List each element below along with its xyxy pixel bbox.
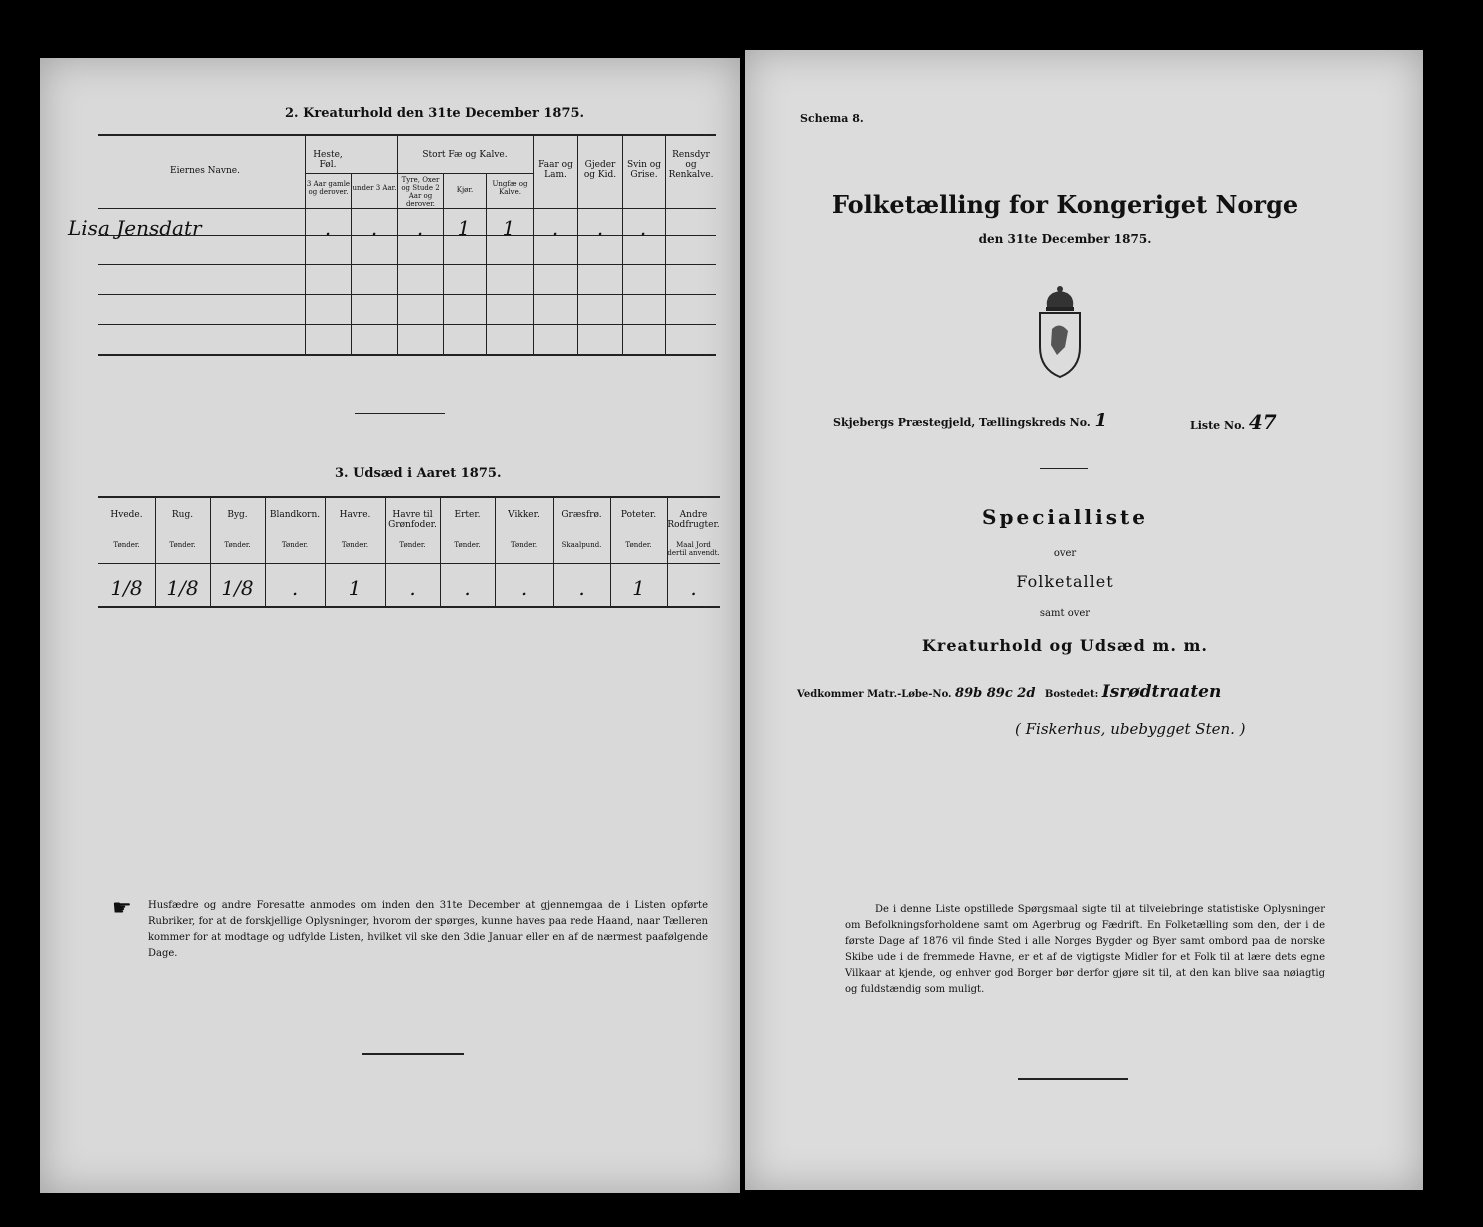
schema-label: Schema 8. <box>800 112 864 125</box>
samt-over-label: samt over <box>1039 608 1091 619</box>
col-heste-b-header: under 3 Aar. <box>352 184 397 192</box>
crop-unit: Tønder. <box>454 541 481 549</box>
col-stort-a-header: Tyre, Oxer og Stude 2 Aar og derover. <box>401 176 440 208</box>
col-rensdyr-header: Rensdyr og Renkalve. <box>668 150 714 180</box>
crop-value: . <box>520 576 528 600</box>
crop-value: 1/8 <box>110 576 143 600</box>
matr-value: 89b 89c 2d <box>955 686 1036 701</box>
livestock-cell: . <box>416 216 424 240</box>
special-list-title: Specialliste <box>982 505 1148 529</box>
right-page <box>745 50 1423 1190</box>
livestock-cell: 1 <box>502 216 516 240</box>
crop-unit: Tønder. <box>341 541 369 549</box>
col-svin-header: Svin og Grise. <box>627 160 661 180</box>
parish-name: Skjebergs <box>833 416 894 429</box>
matr-line <box>797 682 1221 702</box>
crop-header: Havre. <box>339 510 371 520</box>
crop-unit: Skaalpund. <box>561 541 602 549</box>
crop-value: 1 <box>632 576 645 600</box>
left-page <box>40 58 740 1193</box>
crop-header: Byg. <box>227 510 248 520</box>
crop-unit: Tønder. <box>625 541 652 549</box>
livestock-cell: . <box>596 216 604 240</box>
crop-unit: Tønder. <box>224 541 251 549</box>
pointing-hand-icon: ☛ <box>112 896 132 921</box>
col-stort-b-header: Kjør. <box>456 186 474 194</box>
intro-paragraph: De i denne Liste opstillede Spørgsmaal sigte til at tilveiebringe statistiske Oplysninger om Befolkningsforholdene samt om Agerbrug og Fædrift. En Folketælling som den, der i de første Dage af 1876 vil finde Sted i alle Norges Bygder og Byer samt ombord paa de norske Skibe ude i de fremmede Havne, er et af de vigtigste Midler for et Folk til at lære dets egne Vilkaar at kjende, og enhver god Borger bør derfor gjøre sit til, at den kan blive saa nøiagtig og fuldstændig som muligt. <box>845 904 1325 995</box>
livestock-cell: . <box>324 216 332 240</box>
page-subtitle: den 31te December 1875. <box>978 232 1152 246</box>
crop-value: . <box>409 576 416 600</box>
coat-of-arms-icon <box>1035 285 1085 380</box>
crop-header: Andre Rodfrugter. <box>667 510 720 530</box>
col-owner-header: Eiernes Navne. <box>170 166 240 176</box>
col-heste-a-header: 3 Aar gamle og derover. <box>306 180 351 196</box>
crop-value: 1/8 <box>221 576 254 600</box>
crop-value: 1 <box>348 576 362 600</box>
crop-header: Havre til Grønfoder. <box>388 510 437 530</box>
crop-header: Græsfrø. <box>561 510 602 520</box>
crop-header: Hvede. <box>110 510 143 520</box>
over-label: over <box>1053 548 1077 559</box>
crop-unit: Tønder. <box>281 541 309 549</box>
col-stort-c-header: Ungfæ og Kalve. <box>492 180 528 196</box>
crop-unit: Maal Jord dertil anvendt. <box>667 541 720 557</box>
kreaturhold-label: Kreaturhold og Udsæd m. m. <box>922 636 1208 655</box>
livestock-cell: . <box>370 216 378 240</box>
district-label: Tællingskreds No. <box>979 416 1091 429</box>
crop-header: Vikker. <box>508 510 540 520</box>
crop-unit: Tønder. <box>399 541 426 549</box>
livestock-cell: 1 <box>457 216 471 240</box>
page-title: Folketælling for Kongeriget Norge <box>831 190 1299 219</box>
crop-unit: Tønder. <box>169 541 196 549</box>
col-faar-header: Faar og Lam. <box>538 160 573 180</box>
crop-value: . <box>578 576 585 600</box>
livestock-cell: . <box>639 216 647 240</box>
section2-title: 2. Kreaturhold den 31te December 1875. <box>285 106 585 121</box>
col-gjeder-header: Gjeder og Kid. <box>583 160 617 180</box>
crop-unit: Tønder. <box>113 541 140 549</box>
list-line <box>1190 410 1277 434</box>
crop-header: Erter. <box>454 510 481 520</box>
crop-header: Blandkorn. <box>269 510 321 520</box>
matr-label: Vedkommer Matr.-Løbe-No. <box>797 689 952 700</box>
list-label: Liste No. <box>1190 419 1246 432</box>
folketallet-label: Folketallet <box>1016 572 1114 591</box>
bosted-value: Isrødtraaten <box>1101 682 1222 702</box>
crop-header: Poteter. <box>620 510 657 520</box>
district-number: 1 <box>1094 410 1108 431</box>
bosted-note: ( Fiskerhus, ubebygget Sten. ) <box>1015 720 1246 738</box>
parish-line <box>833 410 1107 431</box>
bosted-label: Bostedet: <box>1044 689 1099 700</box>
list-number: 47 <box>1248 410 1277 434</box>
footnote-text: Husfædre og andre Foresatte anmodes om inden den 31te December at gjennemgaa de i Listen opførte Rubriker, for at de forskjellige Oplysninger, hvorom der spørges, kunne haves paa rede Haand, naar Tælleren kommer for at modtage og udfylde Listen, hvilket vil ske den 3die Januar eller en af de nærmest paafølgende Dage. <box>148 900 708 959</box>
crop-unit: Tønder. <box>510 541 538 549</box>
col-stort-header: Stort Fæ og Kalve. <box>422 150 508 160</box>
col-heste-header: Heste, Føl. <box>313 150 343 170</box>
crop-value: 1/8 <box>166 576 199 600</box>
livestock-cell: . <box>551 216 559 240</box>
crop-value: . <box>464 576 471 600</box>
crop-value: . <box>291 576 299 600</box>
crop-value: . <box>690 576 697 600</box>
owner-name: Lisa Jensdatr <box>68 216 202 240</box>
section3-title: 3. Udsæd i Aaret 1875. <box>335 466 502 481</box>
crop-header: Rug. <box>171 510 194 520</box>
parish-label: Præstegjeld, <box>897 416 976 429</box>
